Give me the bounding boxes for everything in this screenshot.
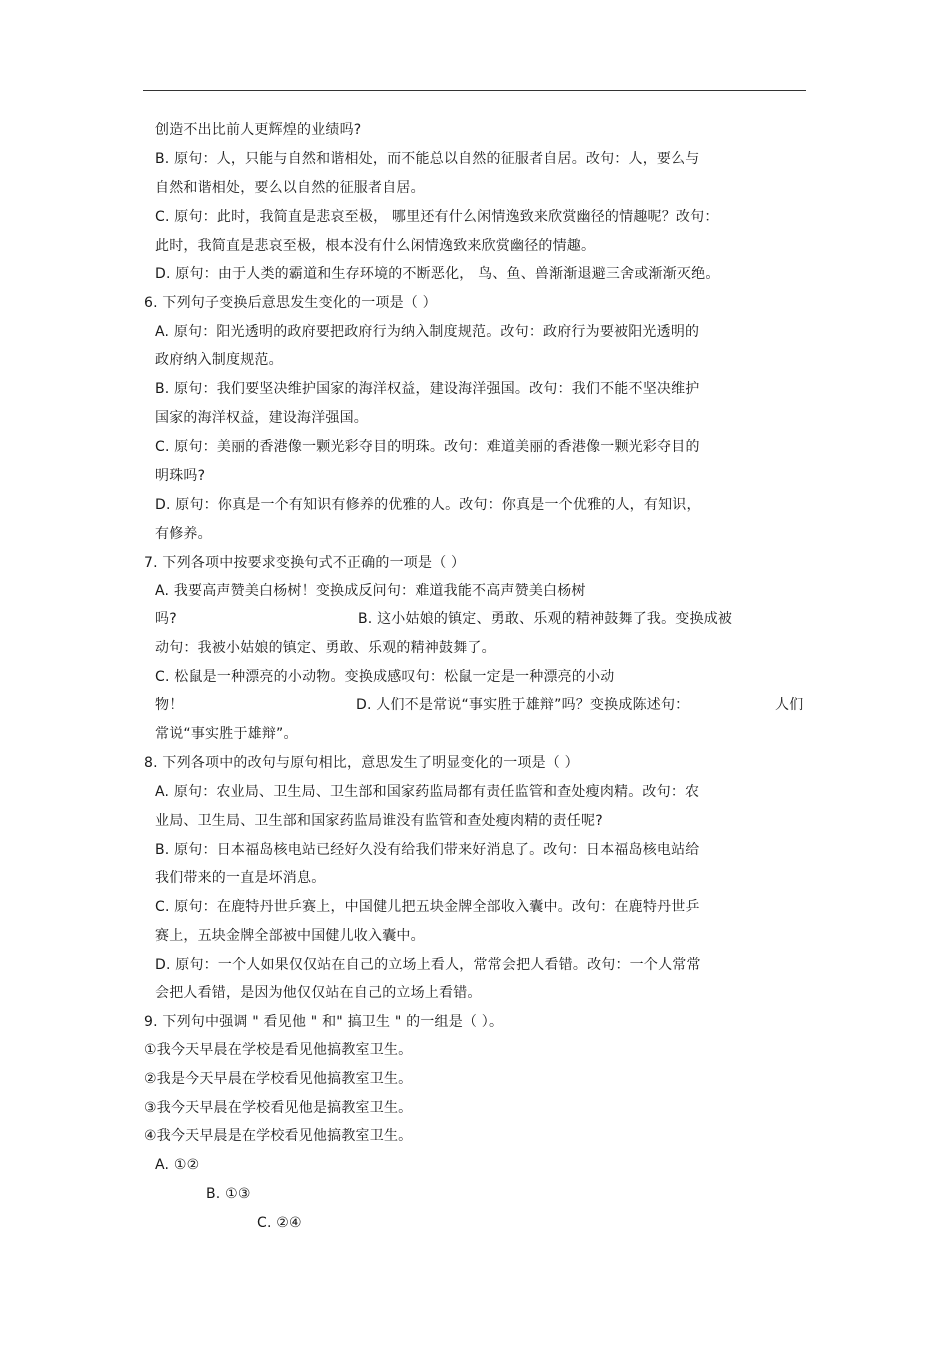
sentence-4: ④我今天早晨是在学校看见他搞教室卫生。 [144, 1128, 413, 1144]
text-line: 常说“事实胜于雄辩”。 [155, 726, 298, 742]
option-9a: A. ①② [155, 1157, 200, 1173]
option-5c: C. 原句：此时，我简直是悲哀至极， 哪里还有什么闲情逸致来欣赏幽径的情趣呢？改句： [155, 209, 719, 225]
option-7d: D. 人们不是常说“事实胜于雄辩”吗？变换成陈述句： [356, 697, 690, 713]
option-8b: B. 原句：日本福岛核电站已经好久没有给我们带来好消息了。改句：日本福岛核电站给 [155, 842, 700, 858]
text-line: 会把人看错，是因为他仅仅站在自己的立场上看错。 [155, 985, 482, 1001]
sentence-3: ③我今天早晨在学校看见他是搞教室卫生。 [144, 1100, 413, 1116]
option-9c: C. ②④ [257, 1215, 302, 1231]
option-9b: B. ①③ [206, 1186, 251, 1202]
sentence-1: ①我今天早晨在学校是看见他搞教室卫生。 [144, 1042, 413, 1058]
option-8a: A. 原句：农业局、卫生局、卫生部和国家药监局都有责任监管和查处瘦肉精。改句：农 [155, 784, 700, 800]
question-9: 9. 下列句中强调 " 看见他 " 和" 搞卫生 " 的一组是（ ）。 [144, 1014, 504, 1030]
text-line: 明珠吗? [155, 468, 206, 484]
text-line: 我们带来的一直是坏消息。 [155, 870, 326, 886]
option-7b: B. 这小姑娘的镇定、勇敢、乐观的精神鼓舞了我。变换成被 [358, 611, 733, 627]
option-5d: D. 原句：由于人类的霸道和生存环境的不断恶化， 鸟、鱼、兽渐渐退避三舍或渐渐灭绝。 [155, 266, 720, 282]
option-8d: D. 原句：一个人如果仅仅站在自己的立场上看人，常常会把人看错。改句：一个人常常 [155, 957, 701, 973]
text-line: 有修养。 [155, 526, 212, 542]
option-8c: C. 原句：在鹿特丹世乒赛上，中国健儿把五块金牌全部收入囊中。改句：在鹿特丹世乒 [155, 899, 700, 915]
sentence-2: ②我是今天早晨在学校看见他搞教室卫生。 [144, 1071, 413, 1087]
text-line: 自然和谐相处，要么以自然的征服者自居。 [155, 180, 425, 196]
text-fragment: 人们 [775, 697, 804, 713]
question-7: 7. 下列各项中按要求变换句式不正确的一项是（ ） [144, 555, 466, 571]
option-7c: C. 松鼠是一种漂亮的小动物。变换成感叹句：松鼠一定是一种漂亮的小动 [155, 669, 615, 685]
text-line: 赛上，五块金牌全部被中国健儿收入囊中。 [155, 928, 425, 944]
option-6b: B. 原句：我们要坚决维护国家的海洋权益，建设海洋强国。改句：我们不能不坚决维护 [155, 381, 700, 397]
text-line: 动句：我被小姑娘的镇定、勇敢、乐观的精神鼓舞了。 [155, 640, 496, 656]
text-fragment: 吗? [155, 611, 177, 627]
option-5b: B. 原句：人，只能与自然和谐相处，而不能总以自然的征服者自居。改句：人，要么与 [155, 151, 700, 167]
text-fragment: 物！ [155, 697, 184, 713]
option-6c: C. 原句：美丽的香港像一颗光彩夺目的明珠。改句：难道美丽的香港像一颗光彩夺目的 [155, 439, 700, 455]
header-rule [143, 90, 806, 91]
option-6a: A. 原句：阳光透明的政府要把政府行为纳入制度规范。改句：政府行为要被阳光透明的 [155, 324, 700, 340]
question-6: 6. 下列句子变换后意思发生变化的一项是（ ） [144, 295, 437, 311]
text-line: 国家的海洋权益，建设海洋强国。 [155, 410, 368, 426]
text-line: 此时，我简直是悲哀至极，根本没有什么闲情逸致来欣赏幽径的情趣。 [155, 238, 596, 254]
option-7a: A. 我要高声赞美白杨树！变换成反问句：难道我能不高声赞美白杨树 [155, 583, 586, 599]
option-6d: D. 原句：你真是一个有知识有修养的优雅的人。改句：你真是一个优雅的人，有知识， [155, 497, 701, 513]
question-8: 8. 下列各项中的改句与原句相比，意思发生了明显变化的一项是（ ） [144, 755, 579, 771]
text-line: 业局、卫生局、卫生部和国家药监局谁没有监管和查处瘦肉精的责任呢? [155, 813, 603, 829]
text-line: 创造不出比前人更辉煌的业绩吗? [155, 122, 362, 138]
text-line: 政府纳入制度规范。 [155, 352, 283, 368]
